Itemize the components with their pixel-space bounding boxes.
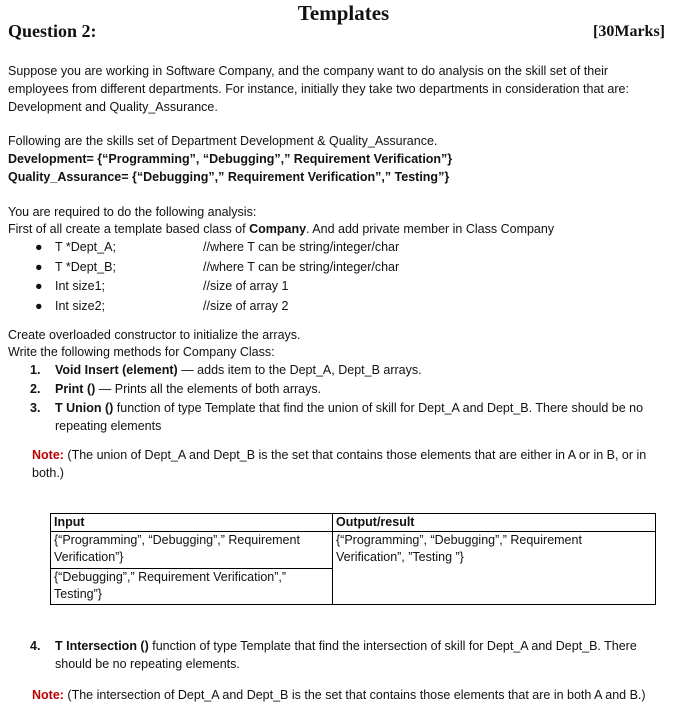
input-cell: {“Programming”, “Debugging”,” Requirement Verification”} xyxy=(51,532,333,569)
list-item: ● Int size1; //size of array 1 xyxy=(35,277,475,297)
constructor-instruction: Create overloaded constructor to initialize the arrays. xyxy=(8,328,301,342)
question-label: Question 2: xyxy=(8,21,97,41)
company-keyword: Company xyxy=(249,222,307,236)
intro-paragraph: Suppose you are working in Software Company, and the company want to do analysis on the skill set of their employees from different departments. For instance, initially they take two departments in consideration that are: Development and Quality_Assurance. xyxy=(8,64,629,114)
qa-skills: Quality_Assurance= {“Debugging”,” Requirement Verification”,” Testing”} xyxy=(8,170,450,184)
method-item: 2. Print () — Prints all the elements of both arrays. xyxy=(30,382,322,396)
question-header xyxy=(8,21,665,45)
page-title: Templates xyxy=(297,1,390,25)
method-item: 3. T Union () function of type Template that find the union of skill for Dept_A and Dept_B. There should be no repeating elements xyxy=(30,401,644,433)
table-row xyxy=(51,532,656,569)
bullet-icon: ● xyxy=(35,240,43,254)
list-item: ● T *Dept_A; //where T can be string/integer/char xyxy=(35,238,475,258)
question-marks: [30Marks] xyxy=(593,23,665,40)
bullet-icon: ● xyxy=(35,279,43,293)
list-item: ● T *Dept_B; //where T can be string/integer/char xyxy=(35,258,475,278)
output-header: Output/result xyxy=(333,514,656,532)
bullet-icon: ● xyxy=(35,259,43,274)
methods-intro: Write the following methods for Company Class: xyxy=(8,345,275,359)
output-cell: {“Programming”, “Debugging”,” Requirement Verification”, ”Testing ”} xyxy=(333,532,656,605)
example-table xyxy=(50,513,656,605)
note-label: Note: xyxy=(32,688,64,702)
template-instruction: First of all create a template based class of Company. And add private member in Class Company xyxy=(8,222,555,236)
list-item: ● Int size2; //size of array 2 xyxy=(35,297,475,317)
method-item: 4. T Intersection () function of type Template that find the intersection of skill for Dept_A and Dept_B. There should be no repeating elements. xyxy=(30,639,637,671)
table-header-row xyxy=(51,514,656,532)
input-header: Input xyxy=(51,514,333,532)
development-skills: Development= {“Programming”, “Debugging”,” Requirement Verification”} xyxy=(8,152,453,166)
intersection-note: Note: (The intersection of Dept_A and Dept_B is the set that contains those elements that are in both A and B.) xyxy=(32,688,646,702)
private-members-list xyxy=(35,238,475,316)
input-cell: {“Debugging”,” Requirement Verification”,” Testing”} xyxy=(51,568,333,605)
analysis-intro: You are required to do the following analysis: xyxy=(8,205,257,219)
note-label: Note: xyxy=(32,448,64,462)
skills-intro: Following are the skills set of Department Development & Quality_Assurance. xyxy=(8,134,438,148)
method-item: 1. Void Insert (element) — adds item to the Dept_A, Dept_B arrays. xyxy=(30,363,422,377)
bullet-icon: ● xyxy=(35,298,43,313)
union-note: Note: (The union of Dept_A and Dept_B is the set that contains those elements that are either in A or in B, or in both.) xyxy=(32,448,647,480)
